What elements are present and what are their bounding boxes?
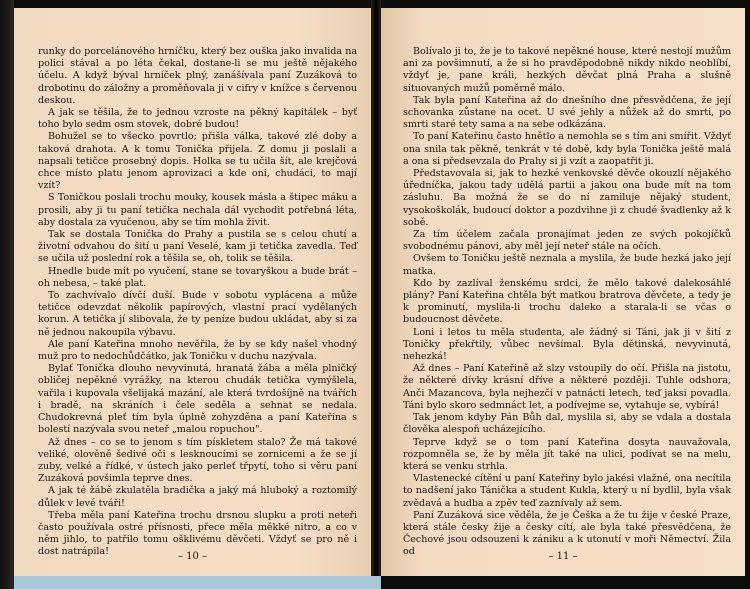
paragraph: Kdo by zazlíval ženskému srdci, že mělo takové dalekosáhlé plány? Paní Kateřina chtěla být matkou bratrova děvčete, a tedy je k prominutí, myslila-li trochu daleko a starala-li se včas o budoucnost děvčete. [403, 277, 731, 326]
paragraph: Bohužel se to všecko povrtlo; přišla válka, takové zlé doby a taková drahota. A k tomu Tonička přijela. Z domu ji poslali a napsali tetičce prosebný dopis. Holka se tu učila šít, ale krejčová chce místo platu jenom aprovizaci a kde oni, chudáci, to mají vzít? [38, 131, 357, 192]
paragraph: Bylať Tonička dlouho nevyvinutá, hranatá žába a měla plničký obličej nepěkné vyrážky, na kterou chudák tetička vymýšlela, vařila i kupovala všelijaká mazání, ale která tvrdošíjně na tvářích i bradě, na skráních i čele seděla a sehnat se nedala. Chudokrevná pleť tím byla úplně zohyzděna a paní Kateřina s bolestí nazývala svou neteř „malou ropuchou". [38, 363, 357, 436]
right-page-text [403, 46, 731, 559]
paragraph: To paní Kateřinu často hnětlo a nemohla se s tím ani smířit. Vždyť ona snila tak pěkně, tenkrát v té době, kdy byla Tonička ještě malá a ona si předsevzala do Prahy si ji vzít a zaopatřit ji. [403, 131, 731, 167]
paragraph: Představovala si, jak to hezké venkovské děvče okouzlí nějakého úředníčka, jakou tady udělá partii a jakou ona bude mít na tom zásluhu. Ba možná že se do ní zamiluje nějaký student, vysokoškolák, budoucí doktor a pozdvihne ji z chudé švadlenky až k sobě. [403, 168, 731, 228]
paragraph: To zachvívalo dívčí duší. Bude v sobotu vyplácena a může tetičce odevzdat několik papírových, vlastní prací vydělaných korun. A tetička jí slibovala, že ty peníze budou ukládat, aby si za ně jednou nakoupila výbavu. [38, 290, 357, 338]
book-spine [371, 0, 381, 589]
paragraph: Až dnes – co se to jenom s tím pískletem stalo? Že má takové veliké, olověně šedivé oči s lesknoucími se zornicemi a že se jí zuby, velké a řídké, v ústech jako perleť třpytí, toho si věru paní Zuzáková povšimla teprve dnes. [38, 436, 357, 485]
paragraph: Loni i letos tu měla studenta, ale žádný si Táni, jak ji v šití z Toničky překřtily, vůbec nevšímal. Byla dětinská, nevyvinutá, nehezká! [403, 326, 731, 363]
page-number-left: – 10 – [177, 551, 208, 562]
paragraph: Bolívalo ji to, že je to takové nepěkné house, které nestojí mužům ani za povšimnutí, a že si ho pravděpodobně nikdy nikdo neoblíbí, vždyť je, pane králi, hezkých děvčat plná Praha a slušně situovaných mužů poměrně málo. [403, 46, 731, 94]
paragraph: Za tím účelem začala pronajímat jeden ze svých pokojíčků svobodnému pánovi, aby měl její neteř stále na očích. [403, 229, 731, 253]
paragraph: A jak se těšila, že to jednou vzroste na pěkný kapitálek – byť toho bylo sedm osm stovek, dobré budou! [38, 107, 357, 131]
background-strip [381, 576, 750, 589]
left-page-text [38, 46, 357, 559]
paragraph: Teprve když se o tom paní Kateřina dosyta nauvažovala, rozpomněla se, že by měla jít také na ulici, podívat se na melu, která se venku strhla. [403, 436, 731, 472]
book-cover-edge [14, 576, 381, 589]
paragraph: Hnedle bude mít po vyučení, stane se tovaryškou a bude brát – oh nebesa, – také plat. [38, 265, 357, 289]
book-edge [0, 0, 14, 589]
paragraph: Tak byla paní Kateřina až do dnešního dne přesvědčena, že její schovanka zůstane na ocet. U své jehly a nůžek až do smrti, po smrti staré tety sama a na sebe odkázána. [403, 94, 731, 131]
paragraph: S Toničkou poslali trochu mouky, kousek másla a štipec máku a prosili, aby ji tu paní tetička nechala dál vychodit potřebná léta, aby dostala za vyučenou, aby se tím mohla živit. [38, 192, 357, 228]
paragraph: Až dnes – Paní Kateřině až slzy vstoupily do očí. Přišla na jistotu, že některé dívky krásní dříve a některé později. Tuhle odshora, Anči Mazancova, byla nejhezčí v patnácti letech, teď jaksi povadla. Táni bylo skoro sedmnáct let, a podívejme se, vytahuje se, vybírá! [403, 363, 731, 411]
paragraph: Paní Zuzáková sice věděla, že je Češka a že tu žije v české Praze, která stále česky žije a česky cítí, ale byla také přesvědčena, že Čechové jsou odsouzeni k zániku a k utonutí v moři Němectví. Žila od [403, 509, 731, 558]
page-number-right: – 11 – [548, 551, 578, 562]
paragraph: Tak se dostala Tonička do Prahy a pustila se s celou chutí a životní odvahou do šití u paní Veselé, kam ji tetička zavedla. Teď se učila už poslední rok a těšila se, oh, tolik se těšila. [38, 229, 357, 265]
paragraph: runky do porcelánového hrníčku, který bez ouška jako invalida na polici stával a po léta čekal, dostane-li se mu ještě nějakého účelu. A když býval hrníček plný, zanášívala paní Zuzáková to drobotinu do záložny a proměňovala ji v cifry v knížce s červenou deskou. [38, 46, 357, 106]
right-page [381, 8, 745, 576]
paragraph: Tak jenom kdyby Pán Bůh dal, myslila si, aby se vdala a dostala člověka alespoň ucházejícího. [403, 412, 731, 436]
left-page [14, 8, 371, 576]
paragraph: Třeba měla paní Kateřina trochu drsnou slupku a proti neteři často používala ostré přísnosti, přece měla měkké nitro, a co v něm jihlo, to patřilo tomu ošklivému děvčeti. Vždyť se pro ně i dost natrápila! [38, 509, 357, 558]
paragraph: Vlastenecké cítění u paní Kateřiny bylo jakési vlažné, ona necítila to nadšení jako Tánička a student Kukla, který u ní bydlil, byla však zvědavá a hudba a zpěv teď zaznívaly až sem. [403, 473, 731, 509]
paragraph: Ale paní Kateřina mnoho nevěřila, že by se kdy našel vhodný muž pro to nedochůdčátko, jak Toničku v duchu nazývala. [38, 338, 357, 363]
paragraph: A jak té žábě zkulatěla bradička a jaký má hluboký a roztomilý důlek v levé tváři! [38, 485, 357, 509]
paragraph: Ovšem to Toničku ještě neznala a myslila, že bude hezká jako její matka. [403, 253, 731, 277]
